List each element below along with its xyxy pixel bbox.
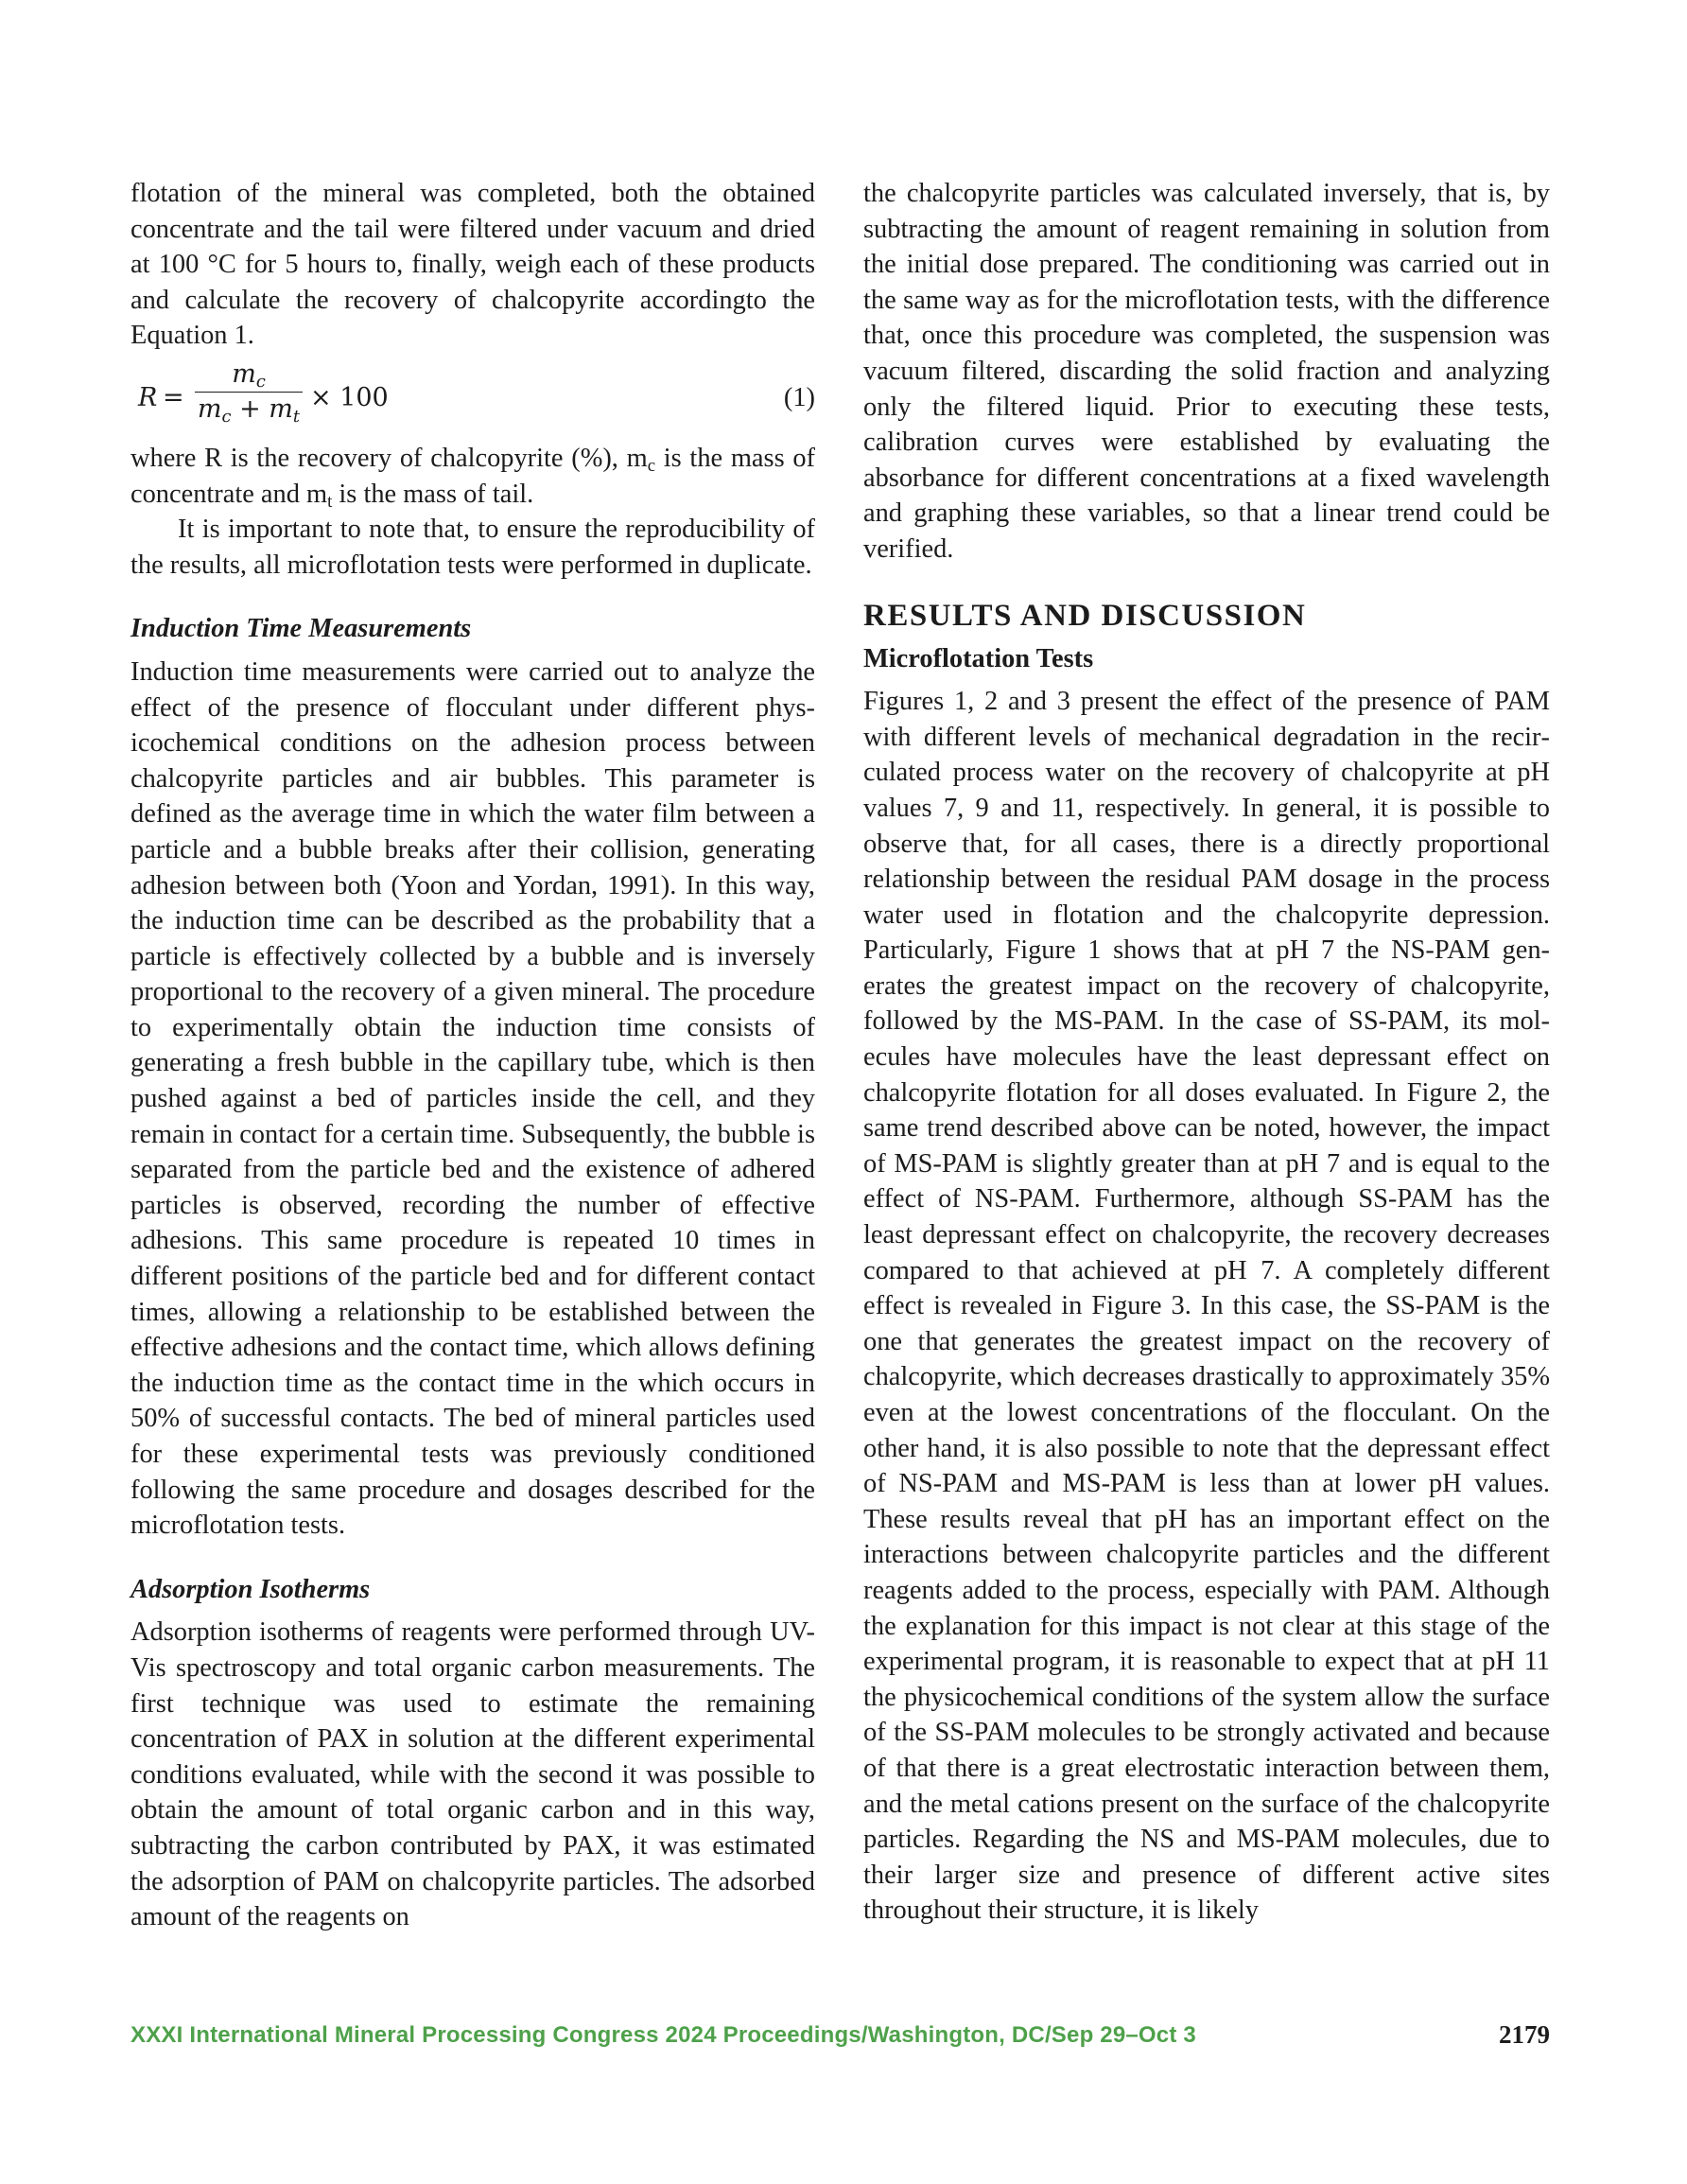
equation-equals: = bbox=[163, 382, 184, 412]
left-column bbox=[130, 176, 815, 1935]
page-footer bbox=[130, 2022, 1550, 2060]
paragraph-microflotation-results: Figures 1, 2 and 3 present the effect of the presence of PAM with different levels of mechanical degradation in the recirculated process water on the recovery of chalcopyrite at pH values 7, 9 and 11, respectively. In general, it is possible to observe that, for all cases, there is a directly proportional relationship between the residual PAM dosage in the process water used in flotation and the chalcopyrite depression. Particularly, Figure 1 shows that at pH 7 the NS-PAM generates the greatest impact on the recovery of chalcopyrite, followed by the MS-PAM. In the case of SS-PAM, its molecules have molecules have the least depressant effect on chalcopyrite flotation for all doses evaluated. In Figure 2, the same trend described above can be noted, however, the impact of MS-PAM is slightly greater than at pH 7 and is equal to the effect of NS-PAM. Furthermore, although SS-PAM has the least depressant effect on chalcopyrite, the recovery decreases compared to that achieved at pH 7. A completely different effect is revealed in Figure 3. In this case, the SS-PAM is the one that generates the greatest impact on the recovery of chalcopyrite, which decreases drastically to approximately 35% even at the lowest concentrations of the flocculant. On the other hand, it is also possible to note that the depressant effect of NS-PAM and MS-PAM is less than at lower pH values. These results reveal that pH has an important effect on the interactions between chalcopyrite particles and the different reagents added to the process, especially with PAM. Although the explanation for this impact is not clear at this stage of the experimental program, it is reasonable to expect that at pH 11 the physicochemical conditions of the system allow the surface of the SS-PAM molecules to be strongly activated and because of that there is a great electrostatic interaction between them, and the metal cations present on the surface of the chalcopyrite particles. Regarding the NS and MS-PAM molecules, due to their larger size and presence of different active sites throughout their structure, it is likely bbox=[863, 687, 1550, 1926]
paragraph-where: where R is the recovery of chalcopyrite (%), $m_c$ is the mass of concentrate and $m_t$ is the mass of tail. bbox=[130, 443, 815, 512]
equation-lhs: R bbox=[138, 382, 158, 412]
right-column bbox=[863, 176, 1550, 1929]
paragraph-adsorption-continued: the chalcopyrite particles was calculated inversely, that is, by subtracting the amount of reagent remaining in solution from the initial dose prepared. The conditioning was carried out in the same way as for the microflotation tests, with the difference that, once this procedure was completed, the suspension was vacuum filtered, discarding the solid fraction and analyzing only the filtered liquid. Prior to executing these tests, calibration curves were established by evaluating the absorbance for different concentrations at a fixed wavelength and graphing these variables, so that a linear trend could be verified. bbox=[863, 179, 1550, 564]
paragraph-induction-time: Induction time measurements were carried out to analyze the effect of the presence of flocculant under different physicochemical conditions on the adhesion process between chalcopyrite particles and air bubbles. This parameter is defined as the average time in which the water film between a particle and a bubble breaks after their collision, generating adhesion between both (Yoon and Yordan, 1991). In this way, the induction time can be described as the probability that a particle is effectively collected by a bubble and is inversely proportional to the recovery of a given mineral. The procedure to experimentally obtain the induction time consists of generating a fresh bubble in the capillary tube, which is then pushed against a bed of particles inside the cell, and they remain in contact for a certain time. Subsequently, the bubble is separated from the particle bed and the existence of adhered particles is observed, recording the number of effective adhesions. This same procedure is repeated 10 times in different positions of the particle bed and for different contact times, allowing a relationship to be established between the effective adhesions and the contact time, which allows defining the induction time as the contact time in the which occurs in 50% of successful contacts. The bed of mineral particles used for these experimental tests was previously conditioned following the same procedure and dosages described for the microflotation tests. bbox=[130, 656, 815, 1541]
heading-adsorption-isotherms: Adsorption Isotherms bbox=[130, 1574, 371, 1604]
equation-1 bbox=[130, 359, 815, 437]
heading-microflotation-tests: Microflotation Tests bbox=[863, 643, 1094, 673]
equation-numerator: $m_c$ bbox=[232, 358, 266, 392]
footer-conference: XXXI International Mineral Processing Congress 2024 Proceedings/Washington, DC/Sep 29–Oct 3 bbox=[130, 2022, 1196, 2048]
heading-induction-time: Induction Time Measurements bbox=[130, 614, 472, 644]
equation-denominator: $m_c + m_t$ bbox=[197, 393, 301, 427]
equation-number: (1) bbox=[783, 382, 815, 412]
page-number: 2179 bbox=[1499, 2020, 1550, 2049]
paragraph-recovery-procedure: flotation of the mineral was completed, both the obtained concentrate and the tail were filtered under vacuum and dried at 100 °C for 5 hours to, finally, weigh each of these products and calculate the recovery of chalcopyrite accordingto the Equation 1. bbox=[130, 179, 815, 351]
section-results-discussion: RESULTS AND DISCUSSION bbox=[863, 598, 1307, 633]
paragraph-adsorption-isotherms: Adsorption isotherms of reagents were performed through UV-Vis spectroscopy and total organic carbon measurements. The first technique was used to estimate the remaining concentration of PAX in solution at the different experimental conditions evaluated, while with the second it was possible to obtain the amount of total organic carbon and in this way, subtracting the carbon contributed by PAX, it was estimated the adsorption of PAM on chalcopyrite particles. The adsorbed amount of the reagents on bbox=[130, 1617, 815, 1932]
equation-times-100: × 100 bbox=[310, 382, 389, 412]
paragraph-reproducibility: It is important to note that, to ensure the reproducibility of the results, all microflotation tests were performed in duplicate. bbox=[130, 515, 815, 580]
equation-fraction bbox=[195, 359, 303, 427]
